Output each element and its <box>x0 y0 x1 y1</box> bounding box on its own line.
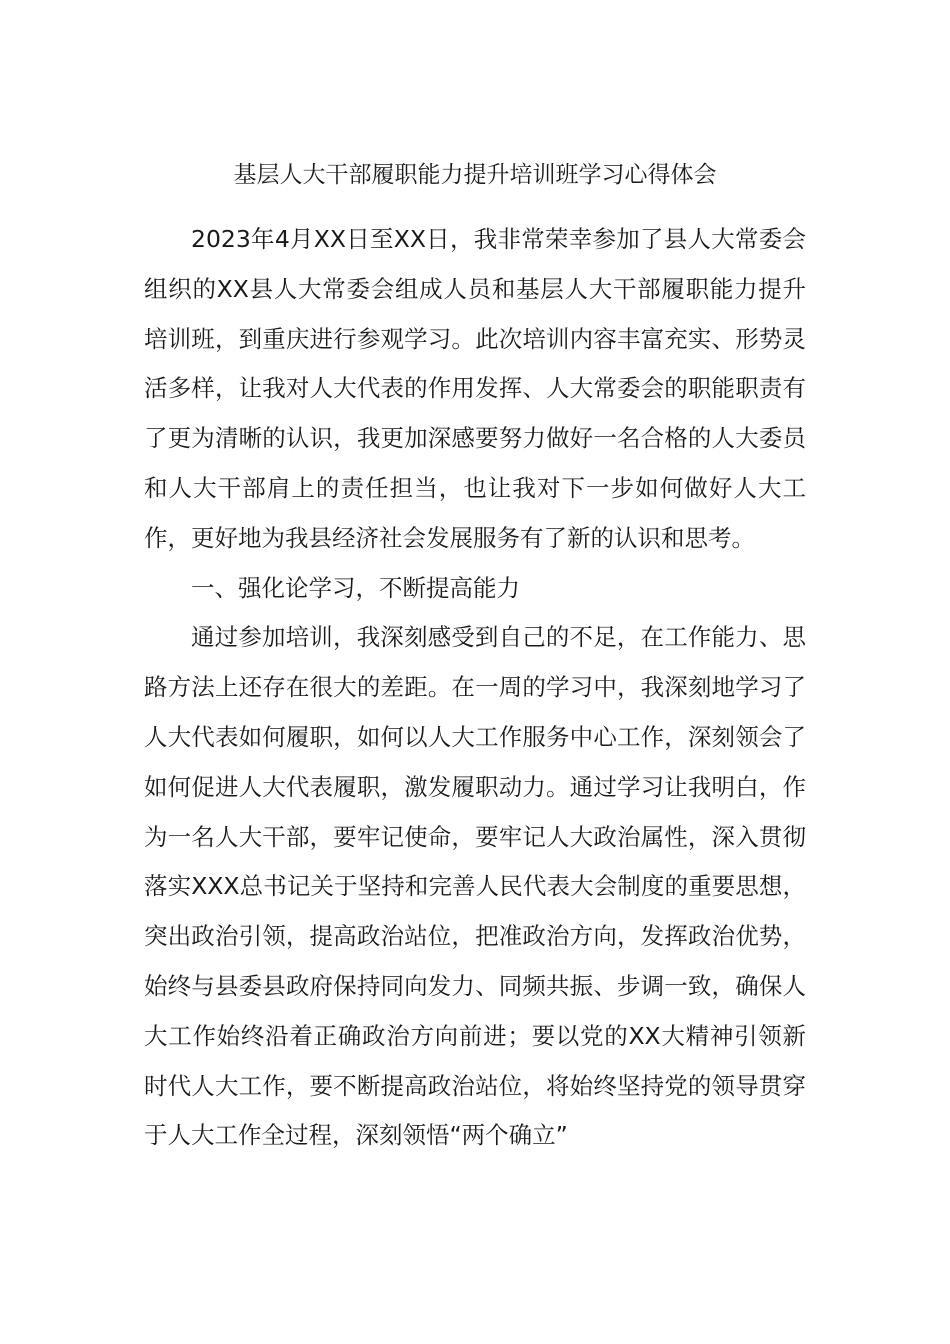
intro-paragraph: 2023年4月XX日至XX日，我非常荣幸参加了县人大常委会组织的XX县人大常委会组成人员和基层人大干部履职能力提升培训班，到重庆进行参观学习。此次培训内容丰富充实、形势灵活多样，让我对人大代表的作用发挥、人大常委会的职能职责有了更为清晰的认识，我更加深感要努力做好一名合格的人大委员和人大干部肩上的责任担当，也让我对下一步如何做好人大工作，更好地为我县经济社会发展服务有了新的认识和思考。 <box>144 225 806 552</box>
section-paragraph: 通过参加培训，我深刻感受到自己的不足，在工作能力、思路方法上还存在很大的差距。在一周的学习中，我深刻地学习了人大代表如何履职，如何以人大工作服务中心工作，深刻领会了如何促进人大代表履职，激发履职动力。通过学习让我明白，作为一名人大干部，要牢记使命，要牢记人大政治属性，深入贯彻落实XXX总书记关于坚持和完善人民代表大会制度的重要思想，突出政治引领，提高政治站位，把准政治方向，发挥政治优势，始终与县委县政府保持同向发力、同频共振、步调一致，确保人大工作始终沿着正确政治方向前进；要以党的XX大精神引领新时代人大工作，要不断提高政治站位，将始终坚持党的领导贯穿于人大工作全过程，深刻领悟“两个确立” <box>144 623 806 1150</box>
section-heading: 一、强化论学习，不断提高能力 <box>191 573 520 602</box>
document-title: 基层人大干部履职能力提升培训班学习心得体会 <box>233 162 717 188</box>
document-body <box>144 215 806 1161</box>
